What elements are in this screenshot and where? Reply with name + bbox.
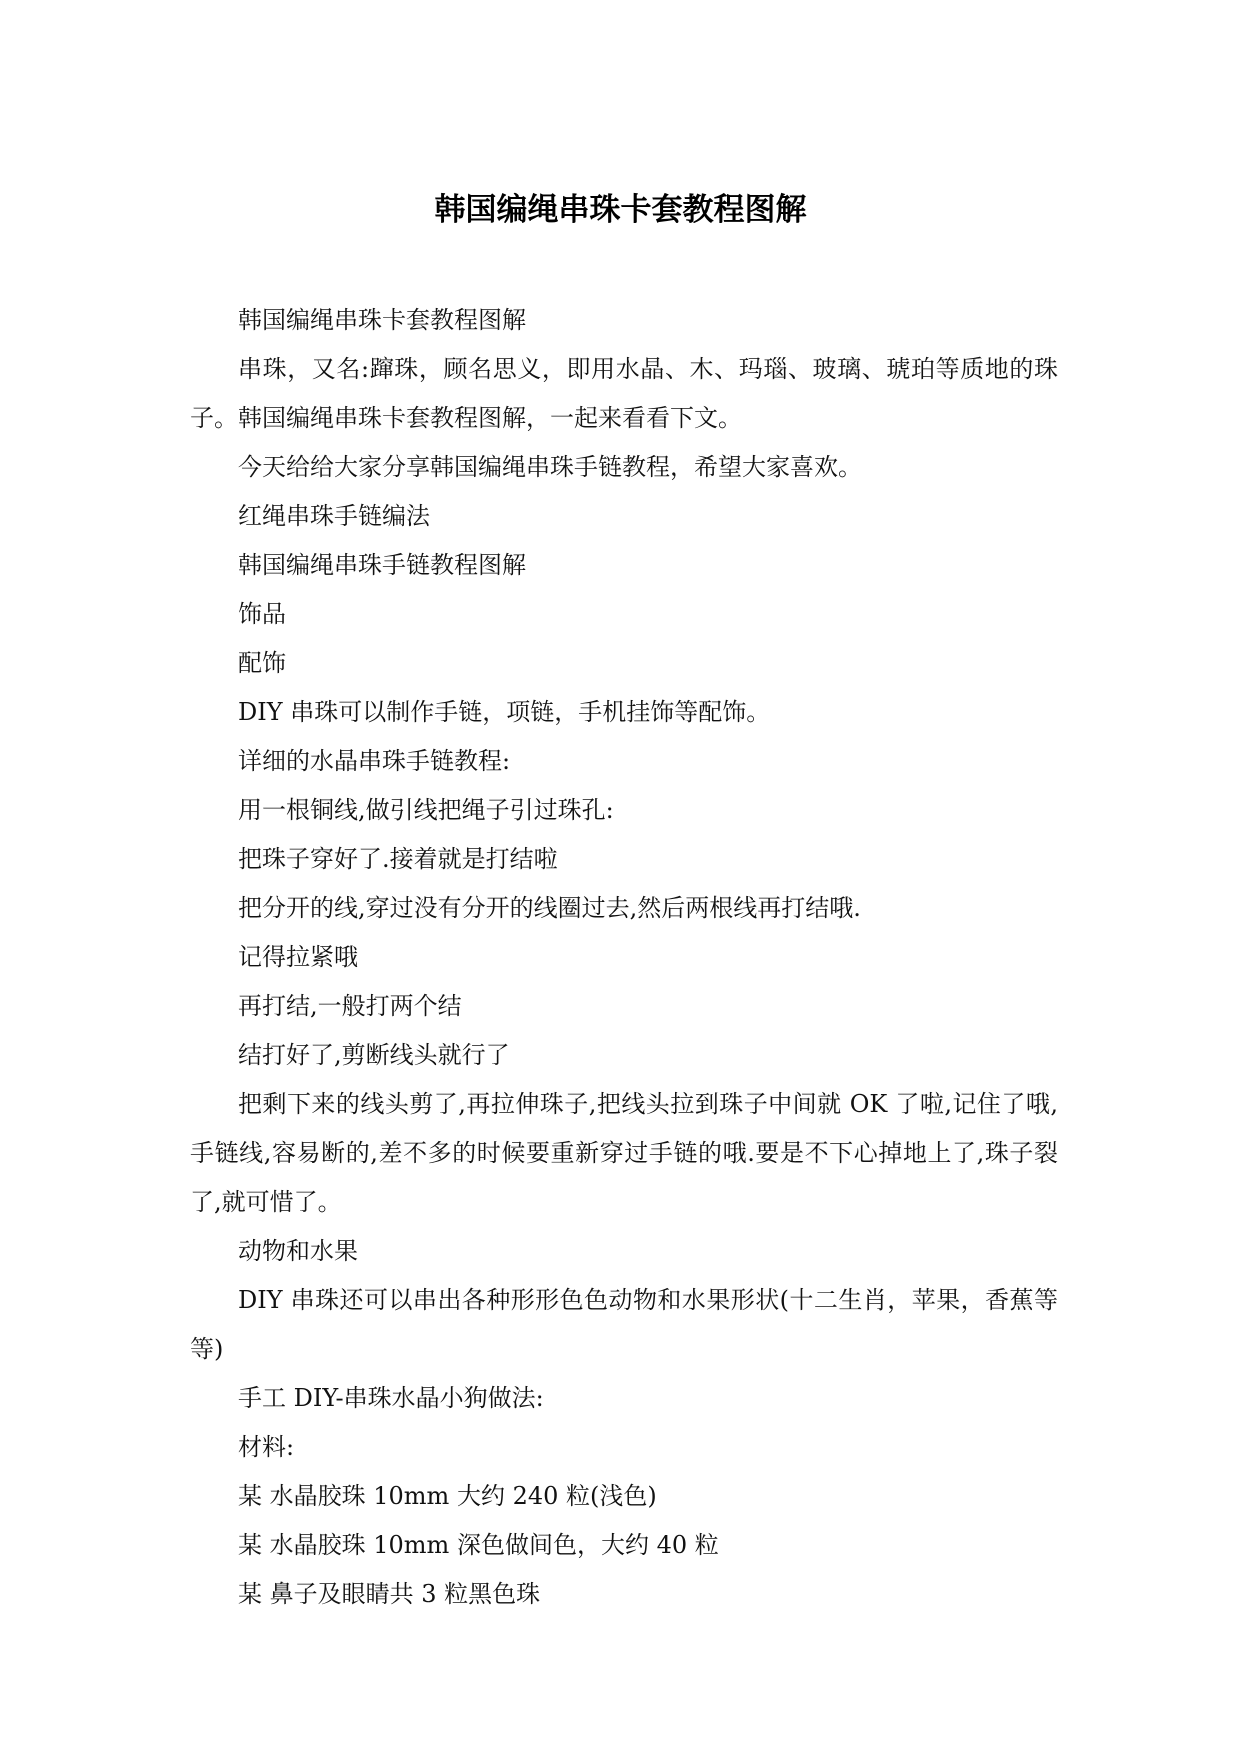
paragraph: 动物和水果 <box>238 1237 358 1265</box>
paragraph: DIY 串珠还可以串出各种形形色色动物和水果形状(十二生肖，苹果，香蕉等等) <box>190 1286 1058 1363</box>
paragraph: 某 水晶胶珠 10mm 深色做间色，大约 40 粒 <box>238 1531 719 1559</box>
paragraph: 今天给给大家分享韩国编绳串珠手链教程，希望大家喜欢。 <box>238 453 862 481</box>
paragraph: 手工 DIY-串珠水晶小狗做法: <box>238 1384 544 1412</box>
paragraph: 韩国编绳串珠手链教程图解 <box>238 551 526 579</box>
paragraph: 红绳串珠手链编法 <box>238 502 430 530</box>
paragraph: 韩国编绳串珠卡套教程图解 <box>238 306 526 334</box>
document-title: 韩国编绳串珠卡套教程图解 <box>434 192 807 228</box>
paragraph: 某 水晶胶珠 10mm 大约 240 粒(浅色) <box>238 1482 657 1510</box>
paragraph: 某 鼻子及眼睛共 3 粒黑色珠 <box>238 1580 541 1608</box>
paragraph: 把剩下来的线头剪了,再拉伸珠子,把线头拉到珠子中间就 OK 了啦,记住了哦,手链线,容易断的,差不多的时候要重新穿过手链的哦.要是不下心掉地上了,珠子裂了,就可惜了。 <box>190 1090 1058 1216</box>
paragraph: 详细的水晶串珠手链教程: <box>238 747 511 775</box>
paragraph: 把珠子穿好了.接着就是打结啦 <box>238 845 558 873</box>
paragraph: 材料: <box>238 1433 295 1461</box>
paragraph: DIY 串珠可以制作手链，项链，手机挂饰等配饰。 <box>238 698 771 726</box>
document-body <box>190 296 1058 1619</box>
paragraph: 再打结,一般打两个结 <box>238 992 462 1020</box>
paragraph: 用一根铜线,做引线把绳子引过珠孔: <box>238 796 614 824</box>
paragraph: 串珠，又名:蹿珠，顾名思义，即用水晶、木、玛瑙、玻璃、琥珀等质地的珠子。韩国编绳串珠卡套教程图解，一起来看看下文。 <box>190 355 1058 432</box>
paragraph: 把分开的线,穿过没有分开的线圈过去,然后两根线再打结哦. <box>238 894 861 922</box>
paragraph: 记得拉紧哦 <box>238 943 358 971</box>
paragraph: 结打好了,剪断线头就行了 <box>238 1041 510 1069</box>
paragraph: 配饰 <box>238 649 286 677</box>
paragraph: 饰品 <box>238 600 286 628</box>
